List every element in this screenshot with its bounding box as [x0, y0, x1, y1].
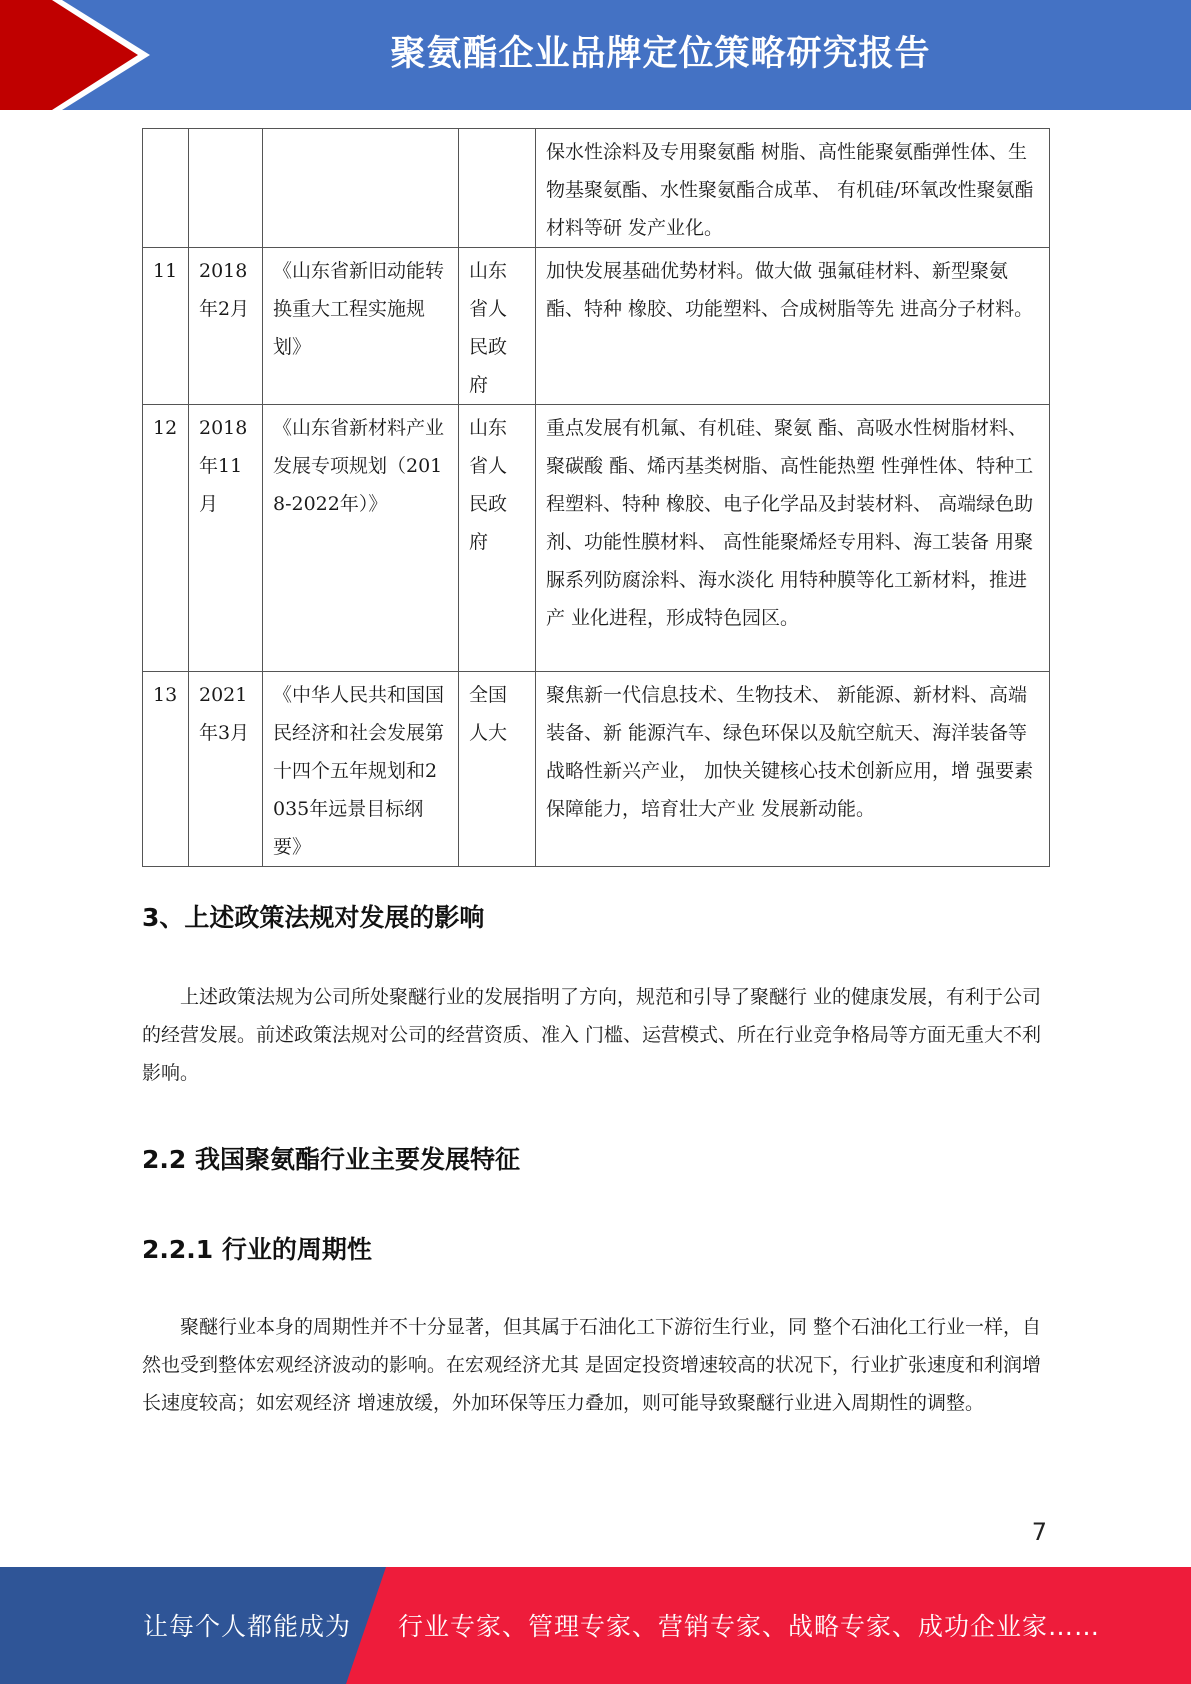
page-header: [0, 0, 1191, 110]
row-policy-title: 《山东省新材料产业发展专项规划（2018-2022年）》: [263, 405, 459, 672]
row-content: 重点发展有机氟、有机硅、聚氨 酯、高吸水性树脂材料、聚碳酸 酯、烯丙基类树脂、高性能热塑 性弹性体、特种工程塑料、特种 橡胶、电子化学品及封装材料、 高端绿色助剂、功能性膜材料、 高性能聚烯烃专用料、海工装备 用聚脲系列防腐涂料、海水淡化 用特种膜等化工新材料，推进产 业化进程，形成特色园区。: [536, 405, 1050, 672]
row-number: 12: [143, 405, 189, 672]
row-content: 保水性涂料及专用聚氨酯 树脂、高性能聚氨酯弹性体、生 物基聚氨酯、水性聚氨酯合成革、 有机硅/环氧改性聚氨酯材料等研 发产业化。: [536, 129, 1050, 248]
section-heading-policy-impact: 3、上述政策法规对发展的影响: [142, 903, 485, 932]
paragraph-policy-impact: 上述政策法规为公司所处聚醚行业的发展指明了方向，规范和引导了聚醚行 业的健康发展，有利于公司的经营发展。前述政策法规对公司的经营资质、准入 门槛、运营模式、所在行业竞争格局等方面无重大不利影响。: [142, 986, 1042, 1084]
page-footer: [0, 1567, 1191, 1684]
row-date: 2021年3月: [189, 672, 263, 867]
section-heading-cyclicality: 2.2.1 行业的周期性: [142, 1235, 372, 1264]
table-row: [143, 405, 1050, 672]
row-number: 13: [143, 672, 189, 867]
footer-slogan-left: 让每个人都能成为: [143, 1612, 352, 1641]
row-date: 2018年11月: [189, 405, 263, 672]
row-issuer: [459, 129, 536, 248]
row-content: 聚焦新一代信息技术、生物技术、 新能源、新材料、高端装备、新 能源汽车、绿色环保以及航空航天、海洋装备等战略性新兴产业， 加快关键核心技术创新应用，增 强要素保障能力，培育壮大产业 发展新动能。: [536, 672, 1050, 867]
row-issuer: 山东省人民政府: [459, 248, 536, 405]
row-issuer: 全国人大: [459, 672, 536, 867]
row-content: 加快发展基础优势材料。做大做 强氟硅材料、新型聚氨酯、特种 橡胶、功能塑料、合成树脂等先 进高分子材料。: [536, 248, 1050, 405]
table-row: [143, 248, 1050, 405]
footer-slogan-right: 行业专家、管理专家、营销专家、战略专家、成功企业家……: [398, 1612, 1101, 1641]
table-row: [143, 129, 1050, 248]
row-policy-title: 《中华人民共和国国民经济和社会发展第十四个五年规划和2035年远景目标纲要》: [263, 672, 459, 867]
row-policy-title: [263, 129, 459, 248]
policy-table: [142, 128, 1050, 867]
section-heading-industry-features: 2.2 我国聚氨酯行业主要发展特征: [142, 1145, 520, 1174]
header-title: 聚氨酯企业品牌定位策略研究报告: [390, 34, 931, 74]
row-number: [143, 129, 189, 248]
row-date: 2018年2月: [189, 248, 263, 405]
row-date: [189, 129, 263, 248]
row-issuer: 山东省人民政府: [459, 405, 536, 672]
row-number: 11: [143, 248, 189, 405]
page-number: 7: [1031, 1518, 1047, 1546]
paragraph-cyclicality: 聚醚行业本身的周期性并不十分显著，但其属于石油化工下游衍生行业，同 整个石油化工行业一样，自然也受到整体宏观经济波动的影响。在宏观经济尤其 是固定投资增速较高的状况下，行业扩张速度和利润增长速度较高；如宏观经济 增速放缓，外加环保等压力叠加，则可能导致聚醚行业进入周期性的调整。: [142, 1316, 1042, 1414]
row-policy-title: 《山东省新旧动能转换重大工程实施规划》: [263, 248, 459, 405]
table-row: [143, 672, 1050, 867]
